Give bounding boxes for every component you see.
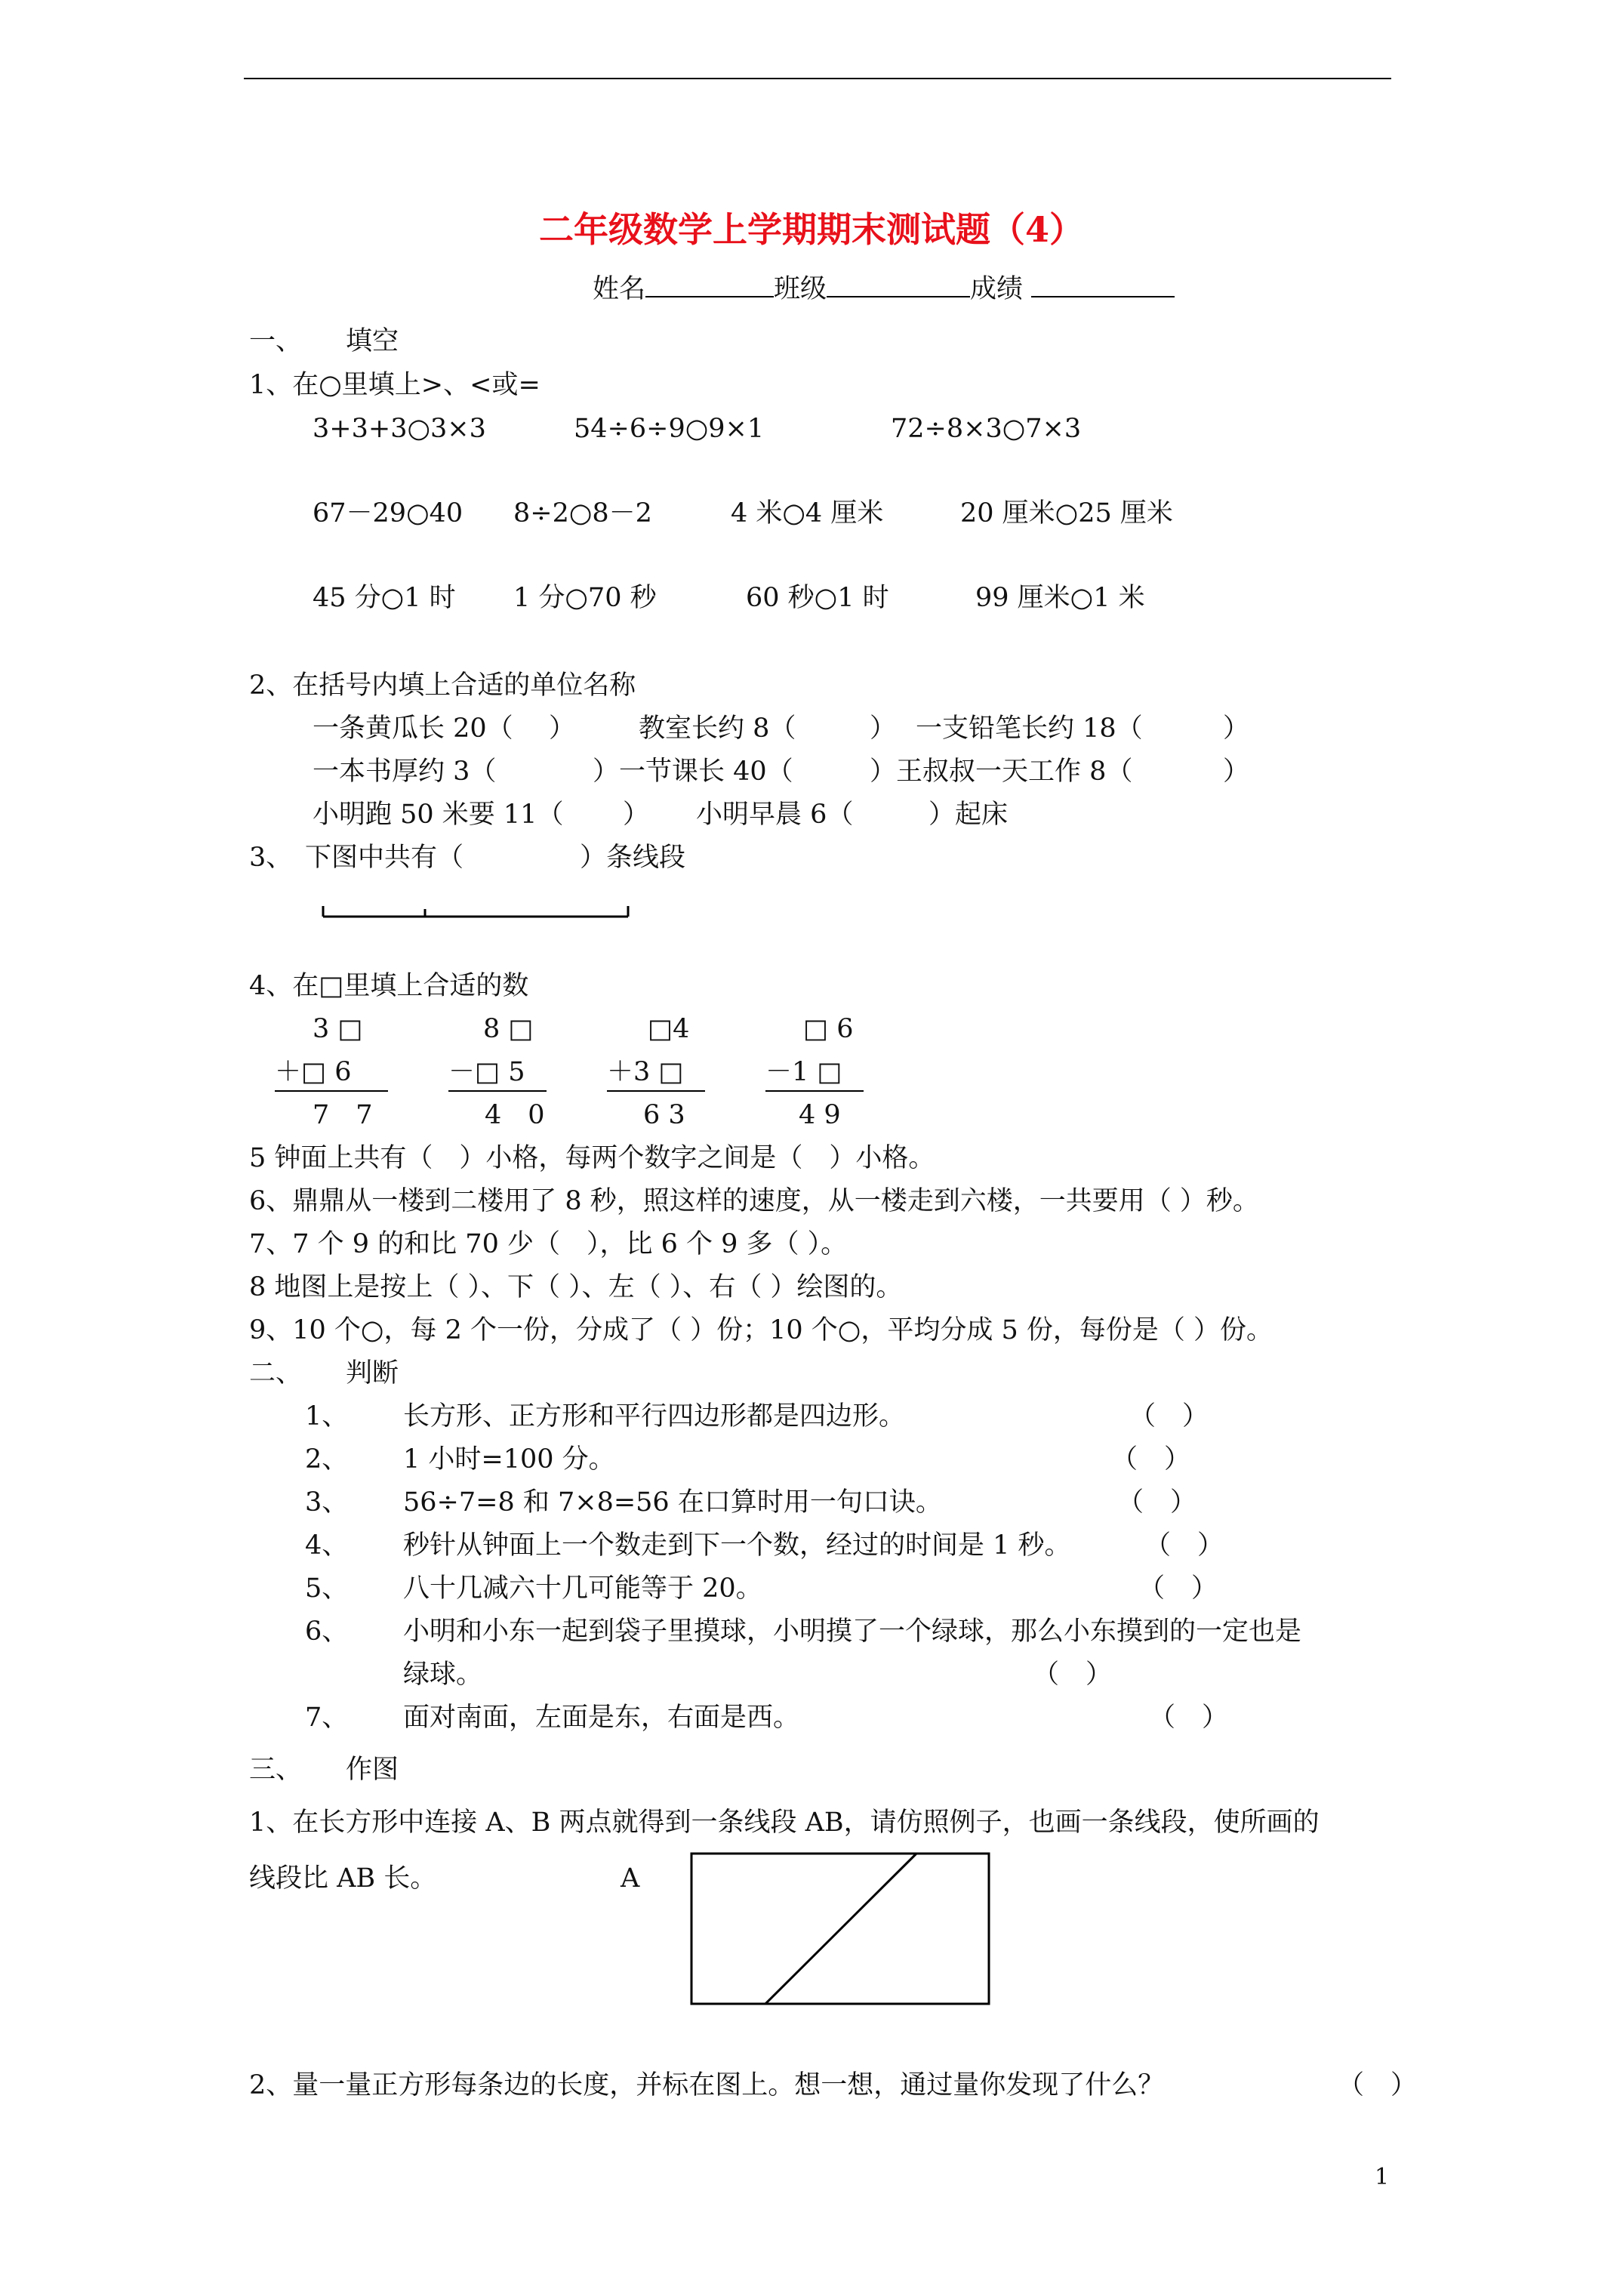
q4-top: □ 6 xyxy=(803,1014,854,1044)
q4-mid xyxy=(448,1056,547,1092)
q4-mid-text: ＋□ 6 xyxy=(275,1056,388,1092)
q1-label: 1、在○里填上>、<或= xyxy=(249,370,540,400)
draw-q1-line1: 1、在长方形中连接 A、B 两点就得到一条线段 AB，请仿照例子，也画一条线段，使所画的 xyxy=(249,1808,1320,1838)
q7-text: 7、7 个 9 的和比 70 少（ ），比 6 个 9 多（ ）。 xyxy=(249,1229,848,1259)
judge-text-continued: 绿球。 xyxy=(403,1660,483,1690)
q2-part: ） xyxy=(623,800,650,830)
q2-part: 小明早晨 6（ xyxy=(696,800,854,830)
judge-number: 1、 xyxy=(305,1401,349,1432)
q3-number: 3、 xyxy=(249,843,293,873)
q4-result: 7 7 xyxy=(313,1100,373,1130)
q4-result: 6 3 xyxy=(643,1100,685,1130)
point-a-label: A xyxy=(621,1863,640,1894)
q1-item: 45 分○1 时 xyxy=(313,583,456,613)
judge-paren[interactable]: （ ） xyxy=(1117,1487,1197,1518)
section-1-heading: 填空 xyxy=(346,326,399,356)
judge-paren[interactable]: （ ） xyxy=(1111,1444,1191,1475)
q1-item: 3+3+3○3×3 xyxy=(313,414,486,444)
q4-result: 4 0 xyxy=(485,1100,545,1130)
section-3-heading: 作图 xyxy=(346,1755,399,1785)
q2-label: 2、在括号内填上合适的单位名称 xyxy=(249,670,636,701)
judge-paren[interactable]: （ ） xyxy=(1138,1573,1218,1604)
judge-number: 7、 xyxy=(305,1703,349,1733)
section-2-heading: 判断 xyxy=(346,1358,399,1388)
q1-item: 4 米○4 厘米 xyxy=(731,498,884,529)
q1-item: 99 厘米○1 米 xyxy=(975,583,1145,613)
q1-item: 1 分○70 秒 xyxy=(513,583,657,613)
q4-top: 3 □ xyxy=(313,1014,363,1044)
q4-mid xyxy=(275,1056,388,1092)
q2-part: 一本书厚约 3（ xyxy=(313,757,497,787)
section-1-number: 一、 xyxy=(249,326,303,356)
q4-mid xyxy=(765,1056,864,1092)
judge-text: 1 小时=100 分。 xyxy=(403,1444,615,1475)
score-label: 成绩 xyxy=(970,274,1024,304)
page-title: 二年级数学上学期期末测试题（4） xyxy=(538,209,1084,250)
header-rule xyxy=(244,78,1391,79)
q2-part: ）一节课长 40（ xyxy=(593,757,793,787)
judge-number: 4、 xyxy=(305,1530,349,1561)
q5-text: 5 钟面上共有（ ）小格，每两个数字之间是（ ）小格。 xyxy=(249,1143,935,1173)
q2-part: 一支铅笔长约 18（ xyxy=(916,713,1143,744)
q1-item: 67－29○40 xyxy=(313,498,463,529)
q2-part: 教室长约 8（ xyxy=(639,713,796,744)
judge-text: 长方形、正方形和平行四边形都是四边形。 xyxy=(403,1401,906,1432)
section-2-number: 二、 xyxy=(249,1358,303,1388)
q1-item: 72÷8×3○7×3 xyxy=(891,414,1082,444)
judge-paren[interactable]: （ ） xyxy=(1033,1660,1113,1690)
page-number: 1 xyxy=(1375,2164,1390,2190)
q2-part: ） xyxy=(1223,757,1250,787)
q4-top: □4 xyxy=(648,1014,690,1044)
score-blank[interactable] xyxy=(1031,270,1175,297)
q2-part: 一条黄瓜长 20（ xyxy=(313,713,513,744)
q1-item: 60 秒○1 时 xyxy=(746,583,889,613)
q1-item: 54÷6÷9○9×1 xyxy=(574,414,765,444)
q2-part: ） xyxy=(870,713,897,744)
judge-number: 3、 xyxy=(305,1487,349,1518)
q8-text: 8 地图上是按上（ ）、下（ ）、左（ ）、右（ ）绘图的。 xyxy=(249,1272,903,1302)
q4-result: 4 9 xyxy=(799,1100,841,1130)
name-blank[interactable] xyxy=(645,270,774,297)
draw-q1-line2: 线段比 AB 长。 xyxy=(249,1863,437,1894)
judge-number: 5、 xyxy=(305,1573,349,1604)
judge-number: 2、 xyxy=(305,1444,349,1475)
q4-mid-text: －□ 5 xyxy=(448,1056,547,1092)
judge-paren[interactable]: （ ） xyxy=(1144,1530,1224,1561)
judge-text: 56÷7=8 和 7×8=56 在口算时用一句口诀。 xyxy=(403,1487,942,1518)
q1-item: 20 厘米○25 厘米 xyxy=(960,498,1173,529)
q9-text: 9、10 个○，每 2 个一份，分成了（ ）份；10 个○，平均分成 5 份，每份是（ ）份。 xyxy=(249,1315,1273,1345)
judge-paren[interactable]: （ ） xyxy=(1129,1401,1209,1432)
q2-part: ）王叔叔一天工作 8（ xyxy=(870,757,1133,787)
student-info xyxy=(593,270,1175,306)
section-3-number: 三、 xyxy=(249,1755,303,1785)
q2-part: ）起床 xyxy=(929,800,1009,830)
q4-mid xyxy=(607,1056,705,1092)
q4-label: 4、在□里填上合适的数 xyxy=(249,971,529,1001)
judge-paren[interactable]: （ ） xyxy=(1149,1703,1229,1733)
name-label: 姓名 xyxy=(593,274,646,304)
judge-text: 小明和小东一起到袋子里摸球，小明摸了一个绿球，那么小东摸到的一定也是 xyxy=(403,1616,1302,1647)
draw-q2-text: 2、量一量正方形每条边的长度，并标在图上。想一想，通过量你发现了什么？ xyxy=(249,2070,1165,2100)
q4-mid-text: －1 □ xyxy=(765,1056,864,1092)
q3-text: 下图中共有（ xyxy=(305,843,464,873)
draw-q2-paren[interactable]: （ ） xyxy=(1338,2070,1418,2100)
judge-text: 八十几减六十几可能等于 20。 xyxy=(403,1573,762,1604)
judge-number: 6、 xyxy=(305,1616,349,1647)
q3-tail: ）条线段 xyxy=(580,843,686,873)
q4-top: 8 □ xyxy=(483,1014,534,1044)
q2-part: ） xyxy=(1223,713,1250,744)
judge-text: 面对南面，左面是东，右面是西。 xyxy=(403,1703,800,1733)
q2-part: ） xyxy=(549,713,576,744)
class-label: 班级 xyxy=(774,274,827,304)
q4-mid-text: ＋3 □ xyxy=(607,1056,705,1092)
judge-text: 秒针从钟面上一个数走到下一个数，经过的时间是 1 秒。 xyxy=(403,1530,1071,1561)
rectangle-with-segment xyxy=(690,1852,992,2007)
q2-part: 小明跑 50 米要 11（ xyxy=(313,800,564,830)
q6-text: 6、鼎鼎从一楼到二楼用了 8 秒，照这样的速度，从一楼走到六楼，一共要用（ ）秒。 xyxy=(249,1186,1259,1216)
q1-item: 8÷2○8－2 xyxy=(513,498,652,529)
class-blank[interactable] xyxy=(827,270,970,297)
line-segment-figure xyxy=(317,895,634,926)
